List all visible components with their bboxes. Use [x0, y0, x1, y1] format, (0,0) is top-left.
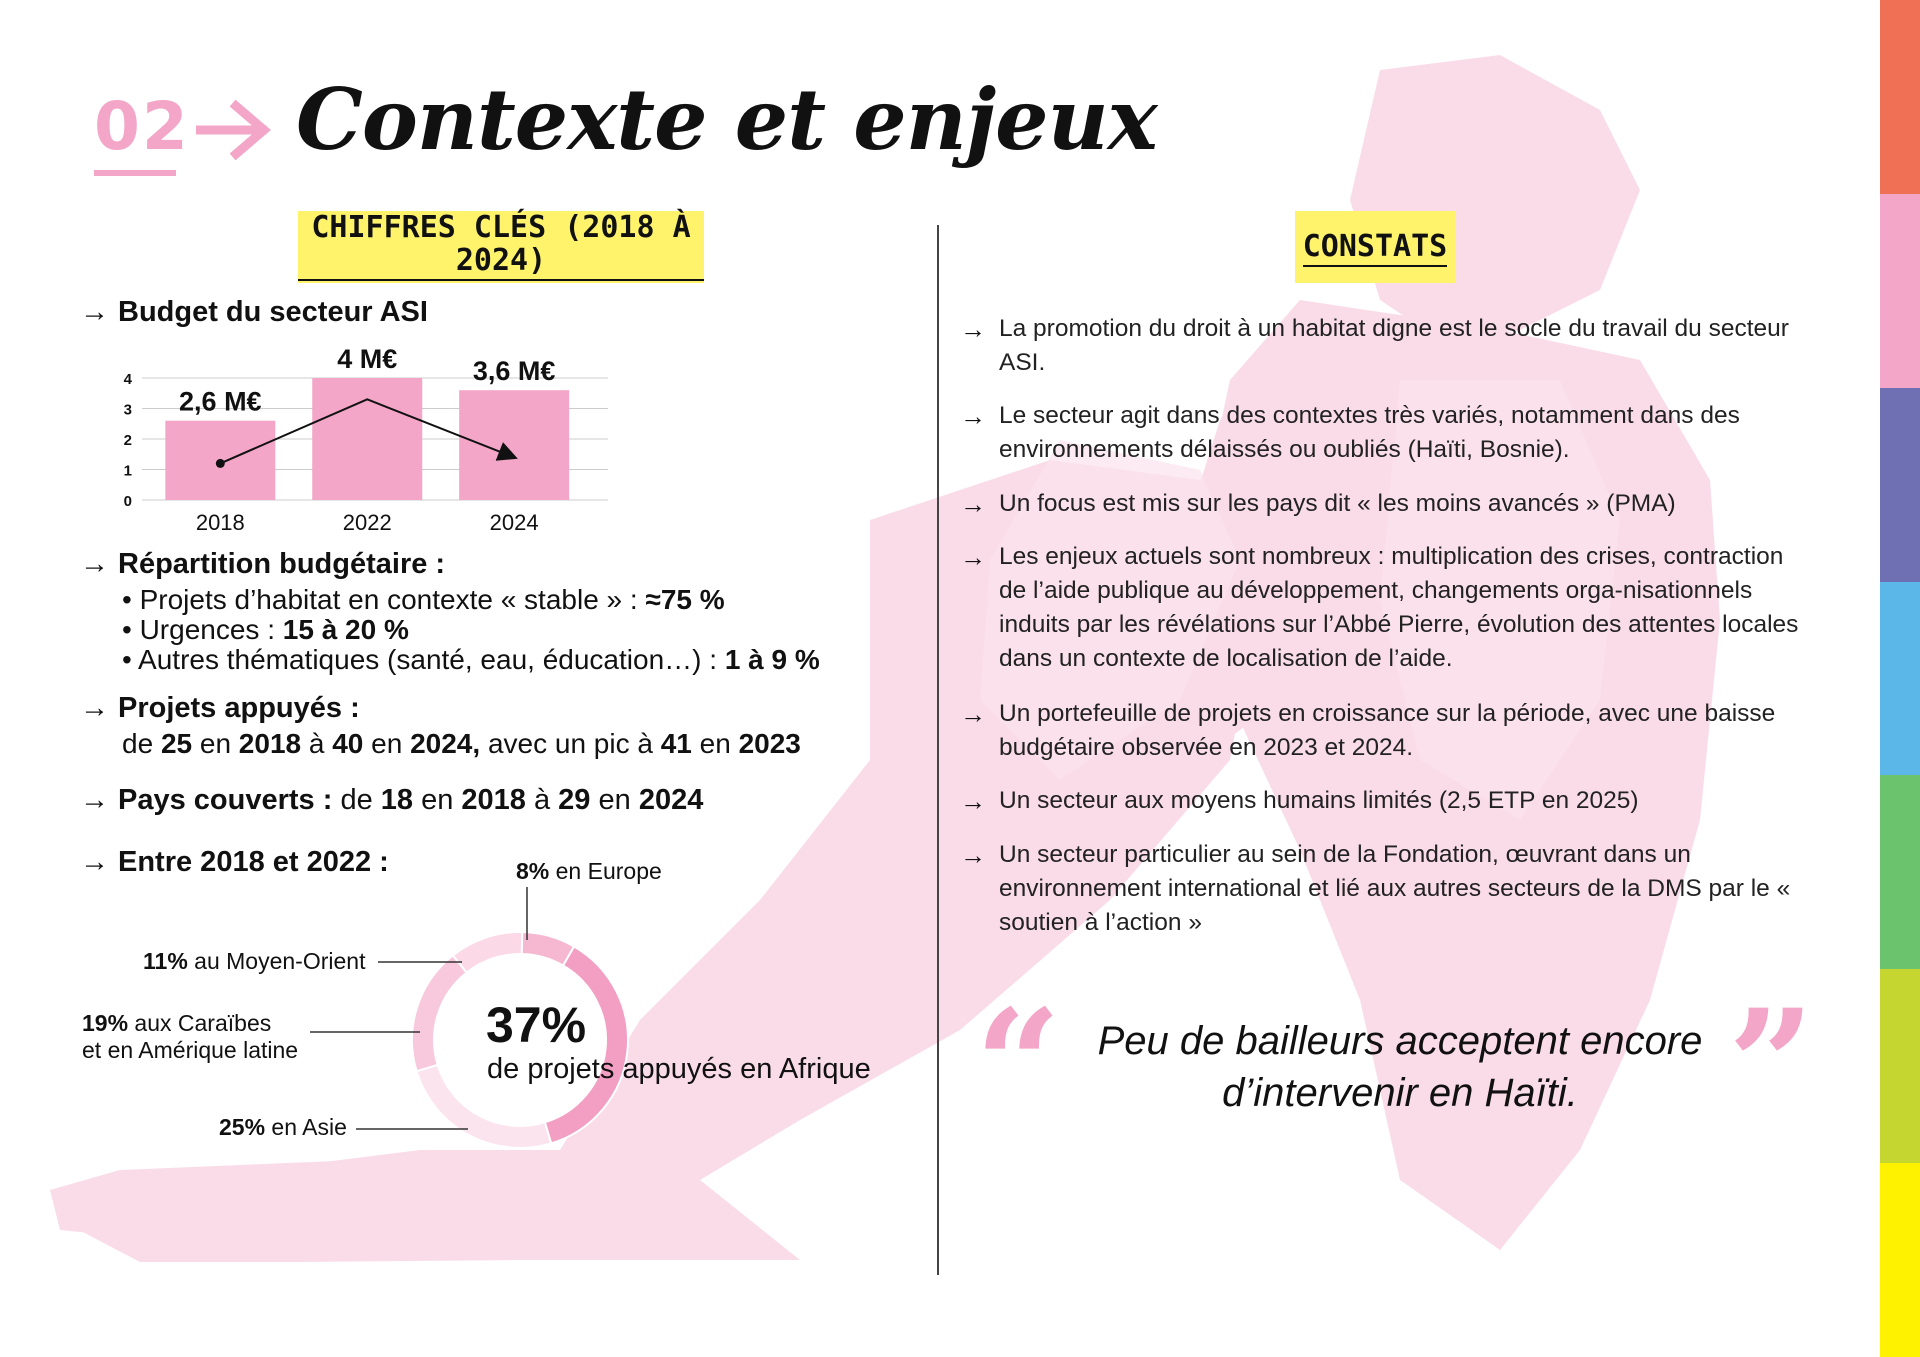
findings-item-text: Un portefeuille de projets en croissance sur la période, avec une baisse budgétaire observée en 2023 et 2024. [999, 700, 1776, 761]
text-part: 2024, [410, 728, 481, 759]
findings-item-text: Un secteur aux moyens humains limités (2,5 ETP en 2025) [999, 787, 1639, 814]
text-part: 41 [660, 728, 692, 759]
donut-label-caraibes: 19% aux Caraïbes et en Amérique latine [82, 1010, 299, 1063]
text-part: avec un pic à [480, 728, 661, 759]
key-figures-badge: CHIFFRES CLÉS (2018 À 2024) [298, 211, 704, 283]
arrow-right-icon: → [960, 314, 986, 344]
text-part: en [590, 784, 639, 816]
text-part: 2023 [738, 728, 801, 759]
arrow-right-icon: → [80, 548, 109, 580]
findings-item [960, 540, 1800, 676]
x-tick-label: 2018 [195, 510, 245, 535]
quote-open-icon: “ [975, 977, 1062, 1153]
y-tick-label: 3 [123, 401, 132, 419]
y-tick-label: 1 [123, 462, 132, 480]
findings-item [960, 399, 1800, 467]
findings-item [960, 312, 1800, 380]
text-part: en [691, 728, 739, 759]
findings-item-text: La promotion du droit à un habitat digne est le socle du travail du secteur ASI. [999, 315, 1789, 376]
quote-text: Peu de bailleurs acceptent encore d’intervenir en Haïti. [1097, 1019, 1703, 1115]
findings-item-text: Le secteur agit dans des contextes très variés, notamment dans des environnements délaissés ou oubliés (Haïti, Bosnie). [999, 402, 1740, 463]
findings-item [960, 838, 1800, 940]
donut-label-europe: 8% en Europe [516, 858, 662, 884]
y-tick-label: 0 [123, 493, 132, 510]
arrow-right-icon: → [80, 296, 109, 328]
text-part: en [413, 784, 462, 816]
arrow-right-icon: → [960, 699, 986, 729]
text-part: 40 [332, 728, 364, 759]
bar-value-label: 2,6 M€ [179, 386, 262, 417]
section-number: 02 [94, 88, 190, 165]
africa-percentage: 37% [486, 997, 587, 1053]
text-part: de [332, 784, 381, 816]
africa-caption: de projets appuyés en Afrique [487, 1053, 871, 1085]
repartition-item-stable: • Projets d’habitat en contexte « stable » : ≈75 % [122, 584, 725, 615]
donut-label-asie: 25% en Asie [219, 1114, 347, 1140]
findings-item-text: Les enjeux actuels sont nombreux : multiplication des crises, contraction de l’aide publique au développement, changements orga-nisationnels induits par les révélations sur l’Abbé Pierre, évolution des attentes locales dans un contexte de localisation de l’aide. [999, 543, 1799, 672]
text-part: 2018 [238, 728, 302, 759]
text-part: à [301, 728, 333, 759]
arrow-right-icon: → [960, 542, 986, 572]
y-tick-label: 2 [123, 432, 132, 449]
arrow-right-icon: → [80, 846, 109, 878]
arrow-right-icon: → [960, 401, 986, 431]
budget-heading: → Budget du secteur ASI [80, 296, 428, 328]
donut-label-moyen-orient: 11% au Moyen-Orient [143, 948, 366, 974]
text-part: en [192, 728, 239, 759]
entre-heading: → Entre 2018 et 2022 : [80, 846, 389, 878]
text-part: 29 [558, 784, 591, 816]
findings-item [960, 487, 1800, 521]
findings-item [960, 784, 1800, 818]
arrow-right-icon: → [80, 692, 109, 724]
findings-badge: CONSTATS [1295, 211, 1455, 283]
findings-item-text: Un secteur particulier au sein de la Fondation, œuvrant dans un environnement international et lié aux autres secteurs de la DMS par le « soutien à l’action » [999, 841, 1791, 936]
pays-heading: → Pays couverts : de 18 en 2018 à 29 en 2024 [80, 784, 704, 816]
text-part: à [525, 784, 559, 816]
bar-value-label: 3,6 M€ [472, 356, 556, 387]
page-title: Contexte et enjeux [296, 70, 1157, 169]
findings-item [960, 697, 1800, 765]
text-part: 18 [380, 784, 414, 816]
text-part: 2018 [461, 784, 526, 816]
x-tick-label: 2024 [489, 510, 539, 535]
quote-close-icon: ” [1728, 977, 1815, 1153]
arrow-right-icon: → [960, 786, 986, 816]
y-tick-label: 4 [123, 371, 132, 388]
arrow-right-icon: → [960, 489, 986, 519]
x-tick-label: 2022 [342, 510, 392, 535]
repartition-item-urgences: • Urgences : 15 à 20 % [122, 614, 409, 645]
text-part: en [363, 728, 411, 759]
findings-item-text: Un focus est mis sur les pays dit « les moins avancés » (PMA) [999, 490, 1676, 517]
projets-heading: → Projets appuyés : [80, 692, 360, 724]
side-color-stripe [1880, 0, 1920, 1357]
arrow-right-icon: → [960, 840, 986, 870]
repartition-item-autres: • Autres thématiques (santé, eau, éducation…) : 1 à 9 % [122, 644, 820, 675]
repartition-heading: → Répartition budgétaire : [80, 548, 446, 580]
text-part: 25 [160, 728, 193, 759]
arrow-right-icon: → [80, 784, 109, 816]
text-part: 2024 [638, 784, 704, 816]
bar-value-label: 4 M€ [337, 344, 398, 374]
text-part: de [122, 728, 161, 759]
